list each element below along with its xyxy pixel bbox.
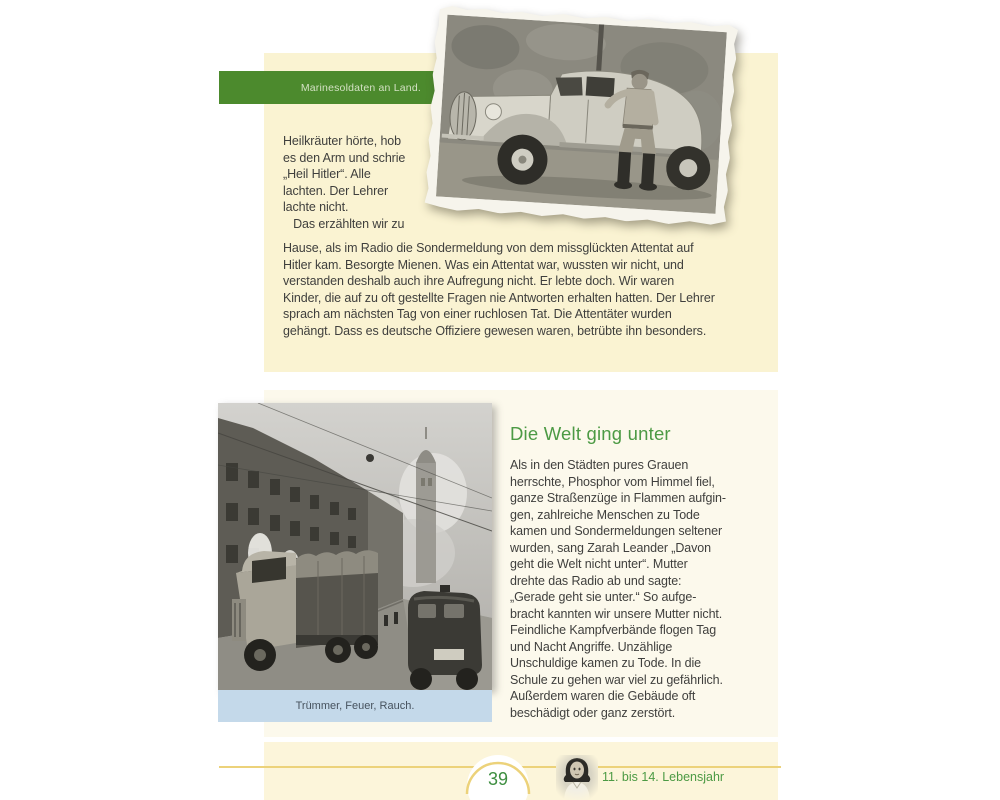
- paragraph-narrow: Heilkräuter hörte, hob es den Arm und schrie „Heil Hitler“. Alle lachten. Der Lehrer lachte nicht. Das erzählten wir zu: [283, 134, 406, 231]
- girl-portrait-illustration: [556, 755, 598, 800]
- photo-caption-bar: [218, 690, 492, 722]
- soldier-car-photo: [437, 5, 739, 209]
- paragraph-column: Als in den Städten pures Grauen herrschte, Phosphor vom Himmel fiel, ganze Straßenzüge in Flammen aufgin- gen, zahlreiche Menschen zu Tode kamen und Sondermeldungen seltener wurden, sang Zarah Leander „Davon geht die Welt nicht unter“. Mutter drehte das Radio ab und sagte: „Gerade geht sie unter.“ So aufge- bracht kannten wir unsere Mutter nicht. Feindliche Kampfverbände flogen Tag und Nacht Angriffe. Unzählige Unschuldige kamen zu Tode. In die Schule zu gehen war viel zu gefährlich. Außerdem waren die Gebäude oft beschädigt oder ganz zerstört.: [510, 458, 726, 720]
- section-heading: Die Welt ging unter: [510, 423, 671, 444]
- soldier-car-illustration: [436, 15, 727, 214]
- ruins-street-illustration: [218, 403, 492, 690]
- page-number: 39: [487, 769, 509, 789]
- photo-banner: [219, 71, 437, 104]
- chapter-label: 11. bis 14. Lebensjahr: [602, 770, 725, 784]
- ruins-street-photo: [218, 403, 492, 690]
- photo-caption: Trümmer, Feuer, Rauch.: [295, 700, 415, 712]
- banner-caption: Marinesoldaten an Land.: [300, 81, 421, 94]
- footer-girl-photo: [556, 755, 598, 800]
- paragraph-wide: Hause, als im Radio die Sondermeldung von dem missglückten Attentat auf Hitler kam. Besorgte Mienen. Was ein Attentat war, wussten wir nicht, und verstanden deshalb auch ihre Aufregung nicht. Er lebte doch. Wir waren Kinder, die auf zu oft gestellte Fragen nie Antworten erhalten hatten. Der Lehrer sprach am nächsten Tag von einer ruchlosen Tat. Die Attentäter wurden gehängt. Dass es deutsche Offiziere gewesen waren, betrübte ihn besonders.: [283, 241, 715, 338]
